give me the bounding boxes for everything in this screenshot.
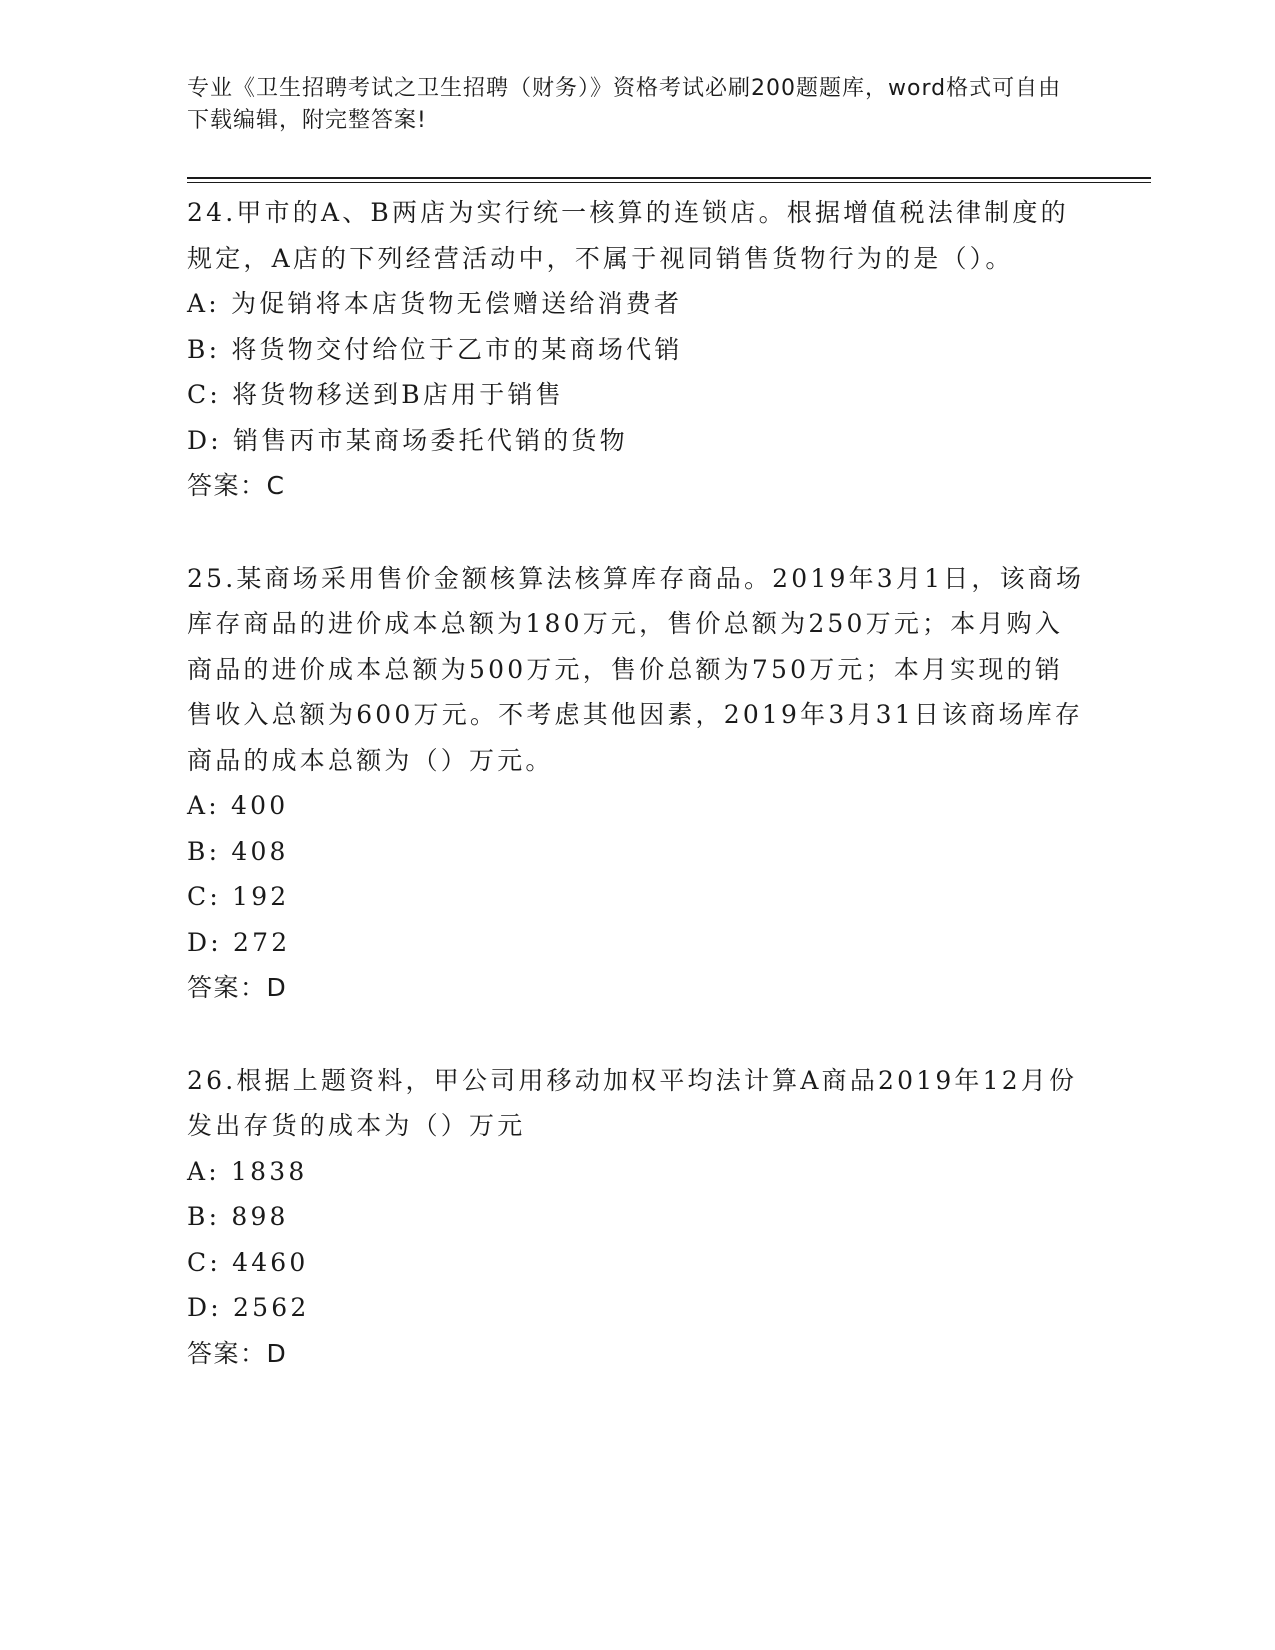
option-b: B: 898 [187, 1202, 289, 1231]
question-26 [187, 1058, 1087, 1377]
answer-text: 答案：D [187, 1338, 288, 1368]
option-d: D: 2562 [187, 1293, 310, 1322]
option-a: A: 1838 [187, 1156, 308, 1186]
option-b: B: 408 [187, 836, 289, 866]
option-b: B: 将货物交付给位于乙市的某商场代销 [187, 334, 683, 364]
header-divider-thin [187, 182, 1151, 183]
option-c: C: 4460 [187, 1247, 309, 1277]
option-c: C: 将货物移送到B店用于销售 [187, 380, 564, 409]
option-a: A: 400 [187, 791, 289, 820]
answer-text: 答案：D [187, 973, 288, 1002]
answer-text: 答案：C [187, 471, 286, 500]
question-stem: 26.根据上题资料，甲公司用移动加权平均法计算A商品2019年12月份发出存货的成本为（）万元 [187, 1065, 1078, 1140]
question-list [187, 190, 1087, 1423]
question-25 [187, 556, 1087, 1011]
option-d: D: 272 [187, 927, 291, 957]
question-stem: 25.某商场采用售价金额核算法核算库存商品。2019年3月1日，该商场库存商品的进价成本总额为180万元，售价总额为250万元；本月购入商品的进价成本总额为500万元，售价总额为750万元；本月实现的销售收入总额为600万元。不考虑其他因素，2019年3月31日该商场库存商品的成本总额为（）万元。 [187, 563, 1085, 775]
option-c: C: 192 [187, 882, 290, 911]
question-24 [187, 190, 1087, 509]
question-stem: 24.甲市的A、B两店为实行统一核算的连锁店。根据增值税法律制度的规定，A店的下列经营活动中，不属于视同销售货物行为的是（）。 [187, 198, 1069, 273]
header-divider-thick [187, 177, 1151, 179]
option-d: D: 销售丙市某商场委托代销的货物 [187, 425, 628, 455]
document-header: 专业《卫生招聘考试之卫生招聘（财务）》资格考试必刷200题题库，word格式可自由下载编辑，附完整答案! [187, 76, 1062, 133]
option-a: A: 为促销将本店货物无偿赠送给消费者 [187, 289, 683, 318]
